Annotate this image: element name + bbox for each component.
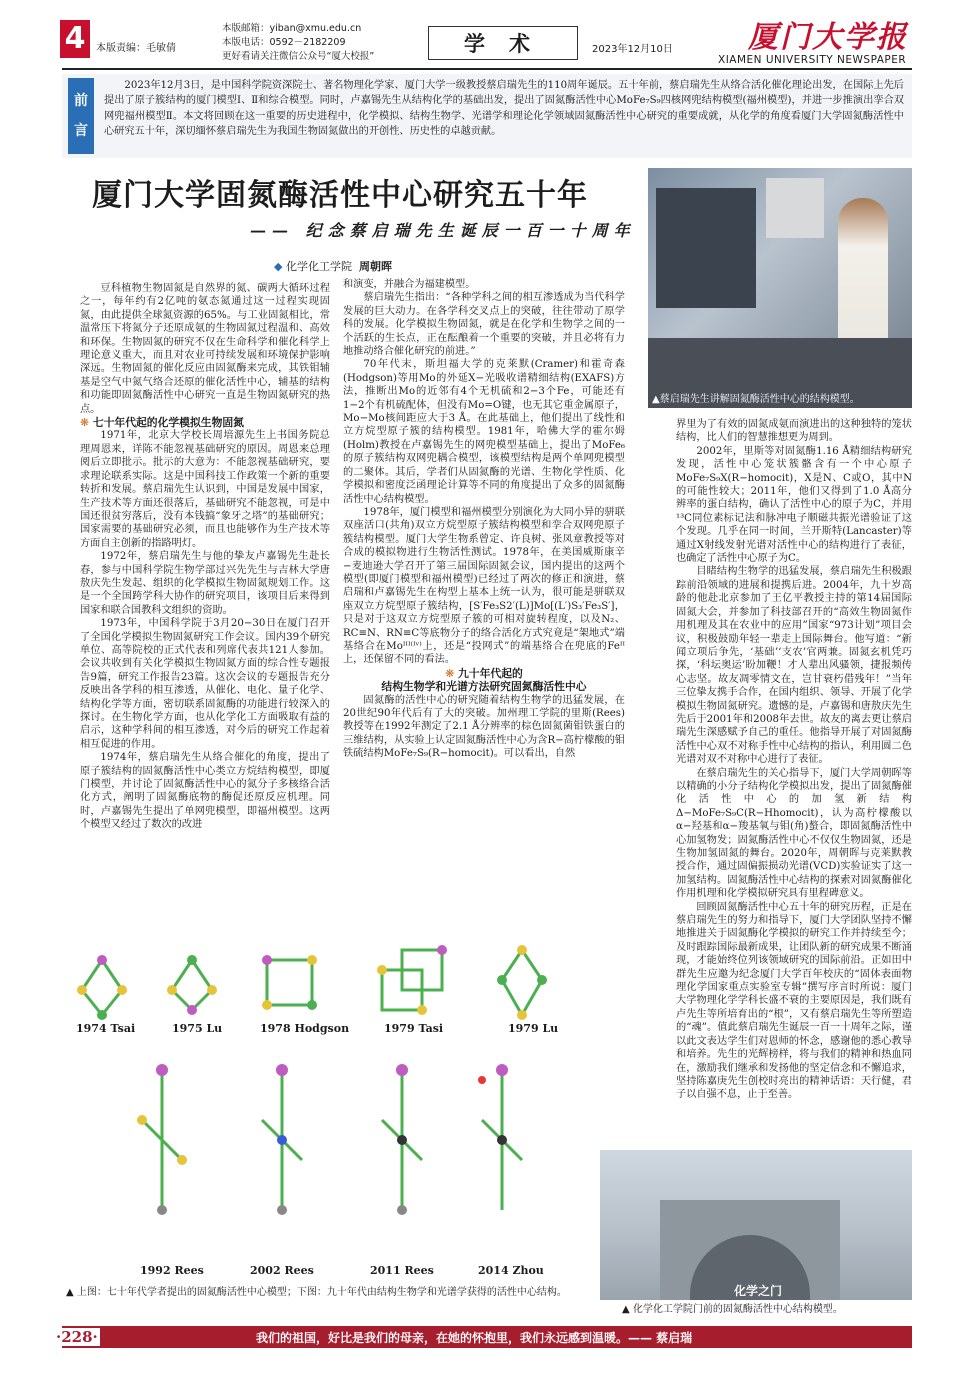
preface-text: 2023年12月3日，是中国科学院资深院士、著名物理化学家、厦门大学一级教授蔡启瑞先生的110周年诞辰。五十年前，蔡启瑞先生从络合活化催化理论出发，在国际上先后提出了原子簇结构的厦门模型Ⅰ、Ⅱ和综合模型。同时，卢嘉锡先生从结构化学的基础出发，提出了固氮酶活性中心MoFe₇S₉四核网兜结构模型(福州模型)，并进一步推演出孪合双网兜福州模型Ⅱ。本文将回顾在这一重要的历史进程中，化学模拟、结构生物学、光谱学和理论化学领域固氮酶活性中心研究的重要成就，从化学的角度看厦门大学固氮酶活性中心研究五十年，深切缅怀蔡启瑞先生为我国生物固氮做出的开创性、历史性的卓越贡献。 [104,80,904,137]
contact-info [222,22,374,64]
newspaper-logo: 厦门大学报 [748,20,908,55]
section-heading [80,416,330,429]
article-title: 厦门大学固氮酶活性中心研究五十年 [92,178,588,213]
paragraph: 1978年，厦门模型和福州模型分别演化为大同小异的骈联双座活口(共角)双立方烷型原子簇结构模型和孪合双网兜原子簇结构模型。厦门大学生物系曾定、许良树、张凤章教授等对合成的模拟物进行生物活性测试。1978年，在美国威斯康辛−麦迪逊大学召开了第三届国际固氮会议，国内提出的这两个模型(即厦门模型和福州模型)已经过了两次的修正和演进，蔡启瑞和卢嘉锡先生在构型上基本上统一认为，很可能是骈联双座双立方烷型原子簇结构，[S′Fe₃S2′(L)]Mo[(L′)S₃′Fe₃S′]，只是对于这双立方烷型原子簇的可相对旋转程度，以及N₂、RC≡N、RN≡C等底物分子的络合活化方式究竟是“架地式”端基络合在Moᴵᴵᴵ⁽ᴵᵛ⁾上，还是“投网式”的端基络合在兜底的Feᴵᴵ上，还保留不同的看法。 [343,506,625,666]
person-figure [838,198,888,358]
paragraph: 豆科植物生物固氮是自然界的氮、碳两大循环过程之一，每年约有2亿吨的氨态氮通过这一过程实现固氮，由此提供全球氮资源的65%。与工业固氮相比，常温常压下将氮分子还原成氨的生物固氮过程温和、高效和环保。生物固氮的研究不仅在生命科学和催化科学上理论意义重大，而且对农业可持续发展和环境保护影响深远。生物固氮的催化反应由固氮酶来完成，其铁钼辅基是空气中氮气络合还原的催化活性中心，辅基的结构和功能即固氮酶活性中心研究一直是生物固氮研究的热点。 [80,283,330,415]
model-2011-rees [382,1064,422,1215]
paragraph: 和演变，并融合为福建模型。 [343,279,476,290]
figure-label: 1979 Tasi [384,1022,444,1035]
paragraph: 70年代末，斯坦福大学的克莱默(Cramer)和霍奇森(Hodgson)等用Mo的外延X−光吸收谱精细结构(EXAFS)方法，推断出Mo的近邻有4个无机硫和2−3个Fe，可能还有1−2个有机硫配体，但没有Mo=O键，也无其它重金属原子，Mo−Mo核间距应大于3 Å。在此基础上，他们提出了线性和立方烷型原子簇的结构模型。1981年，哈佛大学的霍尔姆(Holm)教授在卢嘉锡先生的网兜模型基础上，提出了MoFe₆的原子簇结构双网兜耦合模型，该模型结构是两个单网兜模型的二聚体。其后，学者们从固氮酶的光谱、生物化学性质、化学模拟和密度泛函理论计算等不同的角度提出了众多的固氮酶活性中心结构模型。 [343,359,625,505]
molecular-models-diagram [62,930,598,1280]
section-name: 学术 [428,26,578,60]
model-2014-zhou [478,1064,522,1210]
section-heading-text: 结构生物学和光谱方法研究固氮酶活性中心 [381,680,587,694]
paragraph: 2002年，里斯等对固氮酶1.16 Å精细结构研究发现，活性中心笼状簇骼含有一个中心原子MoFe₇S₉X(R−homocit)，X是N、C或O，其中N的可能性较大；2011年，他们又得到了1.0 Å高分辨率的蛋白结构，确认了活性中心的原子为C，并用¹³C同位素标记法和脉冲电子顺磁共振光谱验证了这个发现。几乎在同一时间，兰开斯特(Lancaster)等通过X射线发射光谱对活性中心的结构进行了表征，也确定了活性中心原子为C。 [676,445,912,565]
email-line: 本版邮箱：yiban@xmu.edu.cn [222,23,362,34]
flower-icon: ❋ [445,666,455,680]
section-heading-text: 九十年代起的 [458,666,523,680]
section-heading [343,667,625,694]
figure-label: 1992 Rees [140,1264,204,1277]
molecular-figures [62,930,598,1280]
footer-quote: 我们的祖国，好比是我们的母亲，在她的怀抱里，我们永远感到温暖。—— 蔡启瑞 [256,1331,693,1345]
page-number: 4 [60,20,90,58]
photo-caption: ▲蔡启瑞先生讲解固氮酶活性中心的结构模型。 [652,394,860,405]
figure-label: 2014 Zhou [478,1264,544,1277]
model-1979-tasi [377,945,447,1015]
figure-label: 2011 Rees [370,1264,434,1277]
model-2002-rees [262,1064,302,1215]
paragraph: 1971年，北京大学校长周培源先生上书国务院总理周恩来，详陈不能忽视基础研究的原因。周恩来总理阅后立即批示。批示的大意为：不能忽视基础研究，要求理论联系实际。这是中国科技工作政策一个新的重要转折和发展。蔡启瑞先生认识到，中国是发展中国家，生产技术等方面还很落后，基础研究不能忽视，可是中国还很贫穷落后，没有本钱搞“象牙之塔”的基础研究；国家需要的基础研究必须，而且也能够作为生产技术等方面自主创新的指路明灯。 [80,430,330,549]
paragraph: 目睹结构生物学的迅猛发展，蔡启瑞先生积极跟踪前沿领域的进展和提携后进。2004年，九十岁高龄的他赴北京参加了王亿平教授主持的第14届国际固氮大会，并参加了科技部召开的“高效生物固氮作用机理及其在农业中的应用”国家“973计划”项目会议，积极鼓励年轻一辈走上国际舞台。他写道：“新闻立项后争先，‘基础’‘支农’官两兼。固氮玄机凭巧探，‘科坛奥运’盼加鞭！才人辈出风骚领，捷报频传心志坚。故友凋零情文在，岂甘衰朽借残年！”当年三位挚友携手合作，在国内组织、领导、开展了化学模拟生物固氮研究。遗憾的是，卢嘉锡和唐敖庆先生先后于2001年和2008年去世。故友的离去更让蔡启瑞先生深感赋予自己的重任。他指导开展了对固氮酶活性中心双不对称手性中心结构的指认，利用圆二色光谱对双不对称中心进行了表征。 [676,566,912,766]
figure-label: 1978 Hodgson [260,1022,350,1035]
phone-line: 本版电话：0592－2182209 [222,37,346,48]
flower-icon: ❋ [80,416,90,430]
model-1979-lu [497,945,547,1020]
newspaper-name-en: XIAMEN UNIVERSITY NEWSPAPER [718,54,907,66]
figure-label: 1974 Tsai [76,1022,136,1035]
figure-label: 1975 Lu [172,1022,223,1035]
editor-credit: 本版责编：毛敏倩 [96,43,176,54]
figure-caption: ▲ 上图：七十年代学者提出的固氮酶活性中心模型；下图：九十年代由结构生物学和光谱学获得的活性中心结构。 [66,1287,567,1298]
building-caption: ▲ 化学化工学院门前的固氮酶活性中心结构模型。 [622,1304,843,1315]
header-divider [62,68,912,70]
column-1 [80,282,330,832]
paragraph: 蔡启瑞先生指出：“各种学科之间的相互渗透成为当代科学发展的巨大动力。在各学科交叉点上的突破，往往带动了原学科的发展。化学模拟生物固氮，就是在化学和生物学之间的一个活跃的生长点，正在酝酿着一个重要的突破，并且必将有力地推动络合催化研究的前进。” [343,292,625,358]
figure-label: 1979 Lu [508,1022,559,1035]
paragraph: 固氮酶的活性中心的研究随着结构生物学的迅猛发展，在20世纪90年代后有了大的突破。加州理工学院的里斯(Rees)教授等在1992年测定了2.1 Å分辨率的棕色固氮菌钼铁蛋白的三维结构，从实验上认定固氮酶活性中心为含R−高柠檬酸的钼铁硫结构MoFe₇S₉(R−homocit)。可以看出，自然 [343,694,625,760]
issue-date: 2023年12月10日 [592,44,673,55]
lab-monitor [766,178,824,238]
paragraph: 回顾固氮酶活性中心五十年的研究历程，正是在蔡启瑞先生的努力和指导下，厦门大学团队坚持不懈地推进关于固氮酶化学模拟的研究工作并持续至今；及时跟踪国际最新成果，让团队新的研究成果不断涌现，才能始终位列该领域研究的国际前沿。正如田中群先生应邀为纪念厦门大学百年校庆的“固体表面物理化学国家重点实验室专辑”撰写序言时所说：厦门大学物理化学学科长盛不衰的主要原因是，我们既有卢先生等所培育出的“根”，又有蔡启瑞先生等所塑造的“魂”。值此蔡启瑞先生诞辰一百一十周年之际，谨以此文表达学生们对恩师的怀念，感谢他的悉心教导和培养。先生的光辉榜样，将与我们的精神和热血同在，激励我们继承和发扬他的坚定信念和不懈追求，坚持陈嘉庚先生创校时亮出的精神话语：天行健，君子以自强不息，止于至善。 [676,901,912,1101]
gate-sign: 化学之门 [734,1284,783,1298]
model-1974-tsai [77,955,127,1020]
building-photo [600,1150,912,1300]
figure-label: 2002 Rees [250,1264,314,1277]
paragraph: 界里为了有效的固氮成氨而演进出的这种独特的笼状结构，比人们的智慧推想更为周到。 [676,419,912,444]
paragraph: 在蔡启瑞先生的关心指导下，厦门大学周朝晖等以精确的小分子结构化学模拟出发，提出了固氮酶催化活性中心的加氢新结构Δ−MoFe₇S₉C(R−Hhomocit)，认为高柠檬酸以α−羟基和α−羧基氧与钼(角)螯合，即固氮酶活性中心加氢物发；固氮酶活性中心不仅仅生物固氮，还是生物加氢固氮的舞台。2020年，周朝晖与克莱默教授合作，通过固偏振损动光谱(VCD)实验证实了这一加氢结构。固氮酶活性中心结构的探索对固氮酶催化作用机理和化学模拟研究具有里程碑意义。 [676,767,912,900]
model-1975-lu [167,955,217,1015]
wechat-line: 更好看请关注微信公众号“厦大校报” [222,51,375,62]
footer-page-number: ·228· [56,1328,98,1346]
section-heading-text: 七十年代起的化学模拟生物固氮 [92,416,244,430]
paragraph: 1973年，中国科学院于3月20−30日在厦门召开了全国化学模拟生物固氮研究工作会议。国内39个研究单位、高等院校的正式代表和列席代表共121人参加。会议共收到有关化学模拟生物固氮方面的综合性专题报告9篇，研究工作报告23篇。这次会议的专题报告充分反映出各学科的相互渗透，从催化、电化、量子化学、结构化学等方面，密切联系固氮酶的功能进行较深入的探讨。在生物化学方面，也从化学化工方面吸取有益的启示，这种学科间的相互渗透，对今后的研究工作起着相互促进的作用。 [80,618,330,750]
author-name: 周朝晖 [358,260,392,273]
model-1978-hodgson [262,955,317,1010]
article-subtitle: —— 纪念蔡启瑞先生诞辰一百一十周年 [250,221,636,240]
diamond-icon: ◆ [274,260,283,273]
column-2 [343,278,625,761]
paragraph: 1972年，蔡启瑞先生与他的挚友卢嘉锡先生赴长春，参与中国科学院生物学部过兴先先生与吉林大学唐敖庆先生发起、组织的化学模拟生物固氮规划工作。这是一个全国跨学科大协作的研究项目，该项目后来得到国家和联合国教科文组织的资助。 [80,551,330,616]
model-1992-rees [137,1064,187,1215]
author-unit: 化学化工学院 [285,260,352,273]
preface-tab: 前言 [68,78,94,154]
lab-equipment [656,188,756,308]
author-line [274,258,392,274]
portrait-photo [648,168,912,408]
paragraph: 1974年，蔡启瑞先生从络合催化的角度，提出了原子簇结构的固氮酶活性中心类立方烷结构模型，即厦门模型，并讨论了固氮酶活性中心的氮分子多核络合活化方式，阐明了固氮酶底物的酶促还原反应机理。同时，卢嘉锡先生提出了单网兜模型，即福州模型。这两个模型又经过了数次的改进 [80,752,330,831]
column-3 [676,418,912,1102]
